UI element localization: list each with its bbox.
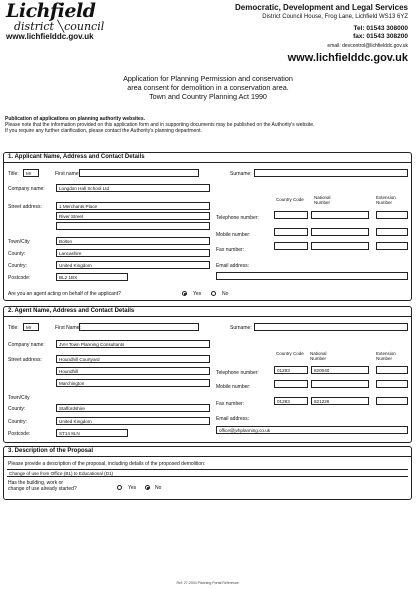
- work-started-yes-label: Yes: [128, 485, 137, 491]
- fax-national-number[interactable]: 821226: [311, 397, 369, 405]
- country-field[interactable]: United Kingdom: [56, 417, 210, 425]
- postcode-label: Postcode:: [8, 431, 31, 437]
- surname-field[interactable]: [254, 169, 408, 177]
- mobile-label: Mobile number:: [216, 384, 251, 390]
- publication-heading: Publication of applications on planning authority websites.: [5, 116, 146, 122]
- country-label: Country:: [8, 419, 27, 425]
- street-field-3[interactable]: Marchington: [56, 379, 210, 387]
- council-logo-subtitle: district ╲council: [14, 20, 105, 33]
- first-name-field[interactable]: [79, 169, 199, 177]
- county-field[interactable]: Lancashire: [56, 249, 210, 257]
- telephone-label: Telephone number:: [216, 370, 259, 376]
- first-name-field[interactable]: [79, 323, 199, 331]
- mobile-country-code[interactable]: [274, 380, 308, 388]
- telephone-national-number[interactable]: 820040: [311, 366, 369, 374]
- publication-notice: [5, 122, 314, 134]
- street-field-3[interactable]: [56, 222, 210, 230]
- company-label: Company name:: [8, 186, 45, 192]
- county-label: County:: [8, 251, 26, 257]
- email-field[interactable]: office@jvhplanning.co.uk: [216, 426, 408, 434]
- fax-extension[interactable]: [376, 397, 408, 405]
- section-heading: 1. Applicant Name, Address and Contact Details: [4, 153, 411, 163]
- town-field[interactable]: Bolton: [56, 237, 210, 245]
- street-field-1[interactable]: Houndhill Courtyard: [56, 355, 210, 363]
- surname-label: Surname:: [230, 171, 252, 177]
- street-label: Street address:: [8, 204, 42, 210]
- country-field[interactable]: United Kingdom: [56, 261, 210, 269]
- surname-label: Surname:: [230, 325, 252, 331]
- work-started-question-line2: change of use already started?: [8, 486, 77, 492]
- telephone-label: Telephone number:: [216, 215, 259, 221]
- fax-extension[interactable]: [376, 242, 408, 250]
- telephone-national-number[interactable]: [311, 211, 369, 219]
- postcode-field[interactable]: BL2 1BX: [56, 273, 128, 281]
- company-field[interactable]: JVH Town Planning Consultants: [56, 340, 210, 348]
- telephone-country-code[interactable]: [274, 211, 308, 219]
- agent-yes-label: Yes: [193, 291, 202, 297]
- department-title: Democratic, Development and Legal Services: [235, 3, 408, 12]
- logo-url: www.lichfielddc.gov.uk: [6, 32, 94, 41]
- title-label: Title:: [8, 171, 19, 177]
- fax-country-code[interactable]: [274, 242, 308, 250]
- publication-line: If you require any further clarification, please contact the Authority's planning department.: [5, 128, 202, 134]
- mobile-label: Mobile number:: [216, 232, 251, 238]
- applicant-section: [3, 152, 412, 301]
- first-name-label: First name:: [55, 171, 81, 177]
- mobile-extension[interactable]: [376, 228, 408, 236]
- council-logo: Lichfield: [6, 0, 96, 22]
- work-started-no-label: No: [155, 485, 162, 491]
- mobile-national-number[interactable]: [311, 228, 369, 236]
- agent-section: [3, 306, 412, 443]
- proposal-section: [3, 446, 412, 500]
- street-field-2[interactable]: Houndhill: [56, 367, 210, 375]
- country-label: Country:: [8, 263, 27, 269]
- first-name-label: First Name:: [55, 325, 81, 331]
- proposal-description-field[interactable]: Change of use from Office (B1) to Educational (D1): [7, 469, 408, 477]
- work-started-yes-radio[interactable]: [117, 485, 122, 490]
- department-website: www.lichfielddc.gov.uk: [287, 52, 408, 64]
- extension-number-header: Extension Number: [376, 351, 396, 361]
- department-email: email: devcontrol@lichfielddc.gov.uk: [327, 43, 408, 49]
- company-label: Company name:: [8, 342, 45, 348]
- form-title: [0, 74, 416, 101]
- telephone-extension[interactable]: [376, 366, 408, 374]
- email-field[interactable]: [216, 272, 408, 280]
- work-started-question-line1: Has the building, work or: [8, 480, 64, 486]
- fax-label: Fax number:: [216, 401, 245, 407]
- county-field[interactable]: Staffordshire: [56, 404, 210, 412]
- department-telephone: Tel: 01543 308000: [353, 25, 408, 32]
- telephone-country-code[interactable]: 01283: [274, 366, 308, 374]
- page-footer: Ref: 27-2004 Planning Portal Reference:: [176, 581, 240, 585]
- fax-label: Fax number:: [216, 247, 245, 253]
- mobile-extension[interactable]: [376, 380, 408, 388]
- email-label: Email address:: [216, 263, 250, 269]
- title-field[interactable]: Mr: [23, 169, 39, 177]
- work-started-no-radio[interactable]: [145, 485, 150, 490]
- mobile-national-number[interactable]: [311, 380, 369, 388]
- fax-national-number[interactable]: [311, 242, 369, 250]
- national-number-header: National Number: [310, 351, 327, 361]
- form-title-line: Application for Planning Permission and conservation: [123, 74, 293, 83]
- town-label: Town/City: [8, 239, 30, 245]
- publication-line: Please note that the information provided on this application form and in supporting documents may be published on the Authority's website.: [5, 122, 315, 128]
- town-label: Town/City: [8, 395, 30, 401]
- national-number-header: National Number: [314, 195, 331, 205]
- agent-question: Are you an agent acting on behalf of the applicant?: [8, 291, 121, 297]
- title-field[interactable]: Mr: [23, 323, 39, 331]
- title-label: Title:: [8, 325, 19, 331]
- fax-country-code[interactable]: 01283: [274, 397, 308, 405]
- country-code-header: Country Code: [276, 351, 304, 356]
- mobile-country-code[interactable]: [274, 228, 308, 236]
- department-address: District Council House, Frog Lane, Lichfield WS13 6YZ: [262, 14, 408, 20]
- company-field[interactable]: Longdon Hall School Ltd: [56, 184, 210, 192]
- country-code-header: Country Code: [276, 197, 304, 202]
- department-fax: fax: 01543 308200: [353, 33, 408, 40]
- form-title-line: Town and Country Planning Act 1990: [149, 92, 267, 101]
- street-field-1[interactable]: 1 Merchants Place: [56, 202, 210, 210]
- street-field-2[interactable]: River Street: [56, 212, 210, 220]
- proposal-prompt: Please provide a description of the proposal, including details of the proposed demolition:: [8, 461, 206, 467]
- agent-yes-radio[interactable]: [182, 291, 187, 296]
- surname-field[interactable]: [254, 323, 408, 331]
- agent-no-radio[interactable]: [211, 291, 216, 296]
- email-label: Email address:: [216, 416, 250, 422]
- section-heading: 3. Description of the Proposal: [4, 447, 411, 457]
- extension-number-header: Extension Number: [376, 195, 396, 205]
- agent-no-label: No: [222, 291, 229, 297]
- section-heading: 2. Agent Name, Address and Contact Details: [4, 307, 411, 317]
- postcode-field[interactable]: ST14 8LN: [56, 429, 128, 437]
- postcode-label: Postcode:: [8, 275, 31, 281]
- telephone-extension[interactable]: [376, 211, 408, 219]
- county-label: County:: [8, 406, 26, 412]
- form-title-line: area consent for demolition in a conservation area.: [127, 83, 289, 92]
- street-label: Street address:: [8, 357, 42, 363]
